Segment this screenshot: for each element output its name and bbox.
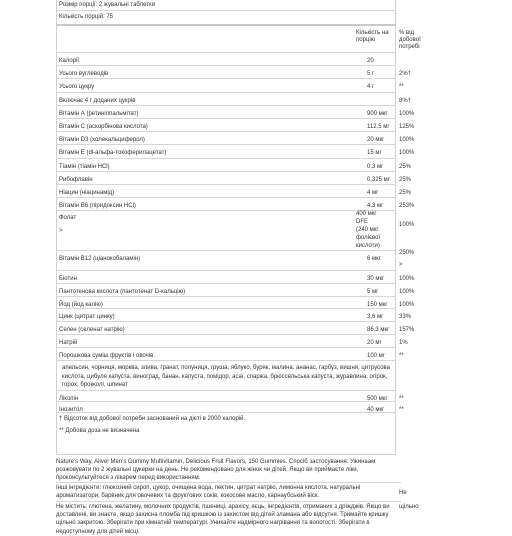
nutrient-dv: 100% [399,276,415,282]
nutrient-amount: 5 мг [367,288,379,295]
divider [56,65,396,66]
divider [56,334,396,335]
folate-amount-line: фолієвої [356,235,381,241]
folate-amount [356,210,380,250]
nutrient-name: Селен (селенат натрію) [59,327,125,334]
nutrient-dv: 2%† [399,71,412,78]
nutrient-name: Рибофлавін [59,176,93,183]
divider [56,401,396,402]
divider [56,78,396,79]
divider [56,197,396,198]
nutrient-dv: 125% [399,124,415,130]
divider [56,171,396,172]
nutrient-dv: 100% [399,288,415,295]
nutrient-amount: 100 мг [367,352,385,359]
folate-sub: > [59,228,63,234]
divider [56,390,396,391]
nutrient-dv: 8%† [399,97,412,104]
nutrient-dv: 253% [399,203,415,210]
divider [56,24,396,26]
nutrient-dv: 100% [399,301,415,308]
nutrient-amount: 4 мг [367,190,379,196]
nutrient-name: Калорії [59,58,80,64]
product-description: Nature's Way, Alive! Men's Gummy Multivitamin, Delicious Fruit Flavors, 150 Gummies. Спосіб застосування: Ужинаам розжовувати по 2 жувальні цукерки на день. Не рекомендовано для жінок чи дітей. Якщо ви приймаєте ліки, проконсультуйтеся з лікарем перед використанням. [56,459,376,482]
nutrient-amount: 20 [367,58,374,64]
nutrient-name: Вітамін В6 (піридоксин HCl) [59,203,136,210]
nutrient-amount: 0,325 мг [367,176,390,183]
divider [56,10,396,11]
nutrient-name: Інозитол [59,407,83,413]
divider [56,92,396,93]
nutrient-name: Цинк (цитрат цинку) [59,314,115,321]
nutrient-amount: 500 мкг [367,396,388,402]
nutrient-name: Натрій [59,340,78,346]
footnote-no-dv: ** Добова доза не визначена [59,428,140,434]
divider [56,52,396,53]
nutrient-amount: 5 г [367,71,375,78]
nutrient-dv: 100% [399,137,415,144]
nutrient-dv: 1% [399,340,408,346]
divider [56,296,396,297]
nutrient-amount: 112,5 мг [367,124,390,130]
nutrient-dv: 33% [399,314,412,321]
nutrient-name: Ніацин (ніацинамід) [59,190,115,196]
divider [56,210,396,211]
nutrient-dv: 25% [399,163,412,170]
divider [56,412,396,413]
folate-amount-line: (240 мкг [356,227,379,233]
nutrient-name: Усього цукру [59,84,95,91]
folate-amount-line: 400 мкг [356,211,377,217]
nutrient-amount: 40 мкг [367,407,385,413]
side-note: Не [399,490,407,496]
b12-dv: 250% [399,250,415,256]
nutrient-amount: 150 мкг [367,301,388,308]
nutrient-dv: ** [399,84,404,91]
divider [56,283,396,284]
nutrient-amount: 900 мкг [367,110,388,117]
nutrient-name: Тіамін (тіамін HCl) [59,163,110,170]
nutrient-amount: 0,3 мг [367,163,384,170]
b12-name: Вітамін В12 (ціанокобаламін) [59,256,141,262]
footnote-daily-value: † Відсоток від добової потреби заснований на дієті в 2000 калорій. [59,416,246,422]
b12-dv-sub: > [399,262,403,268]
folate-amount-line: кислоти) [356,243,380,249]
divider [56,347,396,348]
nutrient-name: Вітамін С (аскорбінова кислота) [59,124,148,130]
side-note: щільно [399,504,419,510]
nutrient-name: Пантотенова кислота (пантотенат D-кальцію) [59,288,186,295]
nutrient-amount: 15 мг [367,150,382,157]
nutrient-name: Вітамін А (ретинілпальмітат) [59,110,139,117]
divider [56,184,396,185]
folate-name: Фолат [59,215,77,221]
servings-count: Кількість порцій: 75 [59,14,114,20]
divider [56,158,396,159]
nutrient-dv: 100% [399,150,415,157]
nutrient-amount: 86,3 мкг [367,327,390,334]
nutrient-name: Вітамін Е (dl-альфа-токоферилацетат) [59,150,167,157]
nutrient-amount: 20 мкг [367,137,385,144]
folate-dv: 100% [399,222,415,228]
nutrient-name: Порошкова суміш фруктів і овочів: [59,352,155,359]
divider [56,321,396,322]
nutrient-dv: 25% [399,176,412,183]
divider [56,144,396,145]
divider [56,270,396,271]
nutrient-dv: ** [399,396,404,402]
supplement-facts-page [56,0,456,535]
free-from-warning: Не містить: глютена, желатину, молочних продуктів, пшениці, арахісу, яєць, інгредієнтів, отриманих з дріжджів. Якщо ви доставлені, ви знаєте, якщо захисна пломба під кришкою із захистом від дітей зламана або відсутня. Тримайте кришку щільно закритою. Зберігати при кімнатній температурі. Уникайте надмірного нагрівання та вологості. Зберігати в недоступному для дітей місці. [56,504,390,535]
divider [56,482,401,483]
nutrient-amount: 3,6 мг [367,314,384,321]
divider [56,105,396,106]
divider [56,308,396,309]
dv-header: % від добової потребі [399,30,421,51]
nutrient-dv: ** [399,352,404,359]
nutrient-dv: 157% [399,327,415,334]
nutrient-amount: 4,3 мг [367,203,384,210]
nutrient-name: Йод (йод калію) [59,301,103,308]
nutrient-name: Вітамін D3 (холекальциферол) [59,137,145,144]
amount-header: Кількість на порцію [356,30,389,44]
divider [56,131,396,132]
divider [56,501,401,502]
nutrient-dv: 100% [399,110,415,117]
nutrient-dv: ** [399,407,404,413]
serving-size: Розмір порції: 2 жувальні таблетки [59,2,155,8]
nutrient-name: Лікопін [59,396,79,402]
nutrient-dv: 25% [399,190,412,196]
b12-amount: 6 мкг [367,256,381,262]
folate-amount-line: DFE [356,219,368,225]
nutrient-amount: 20 мг [367,340,382,346]
fruit-vegetable-list: апельсин, чорниця, морква, злива, гранат, полуниця, груша, яблуко, буряк, малина, ананас, гарбуз, вишня, цитрусова кислота, цибуля капуста, виноград, банан, капуста, помідор, асаї, спаржа, брюссельська капуста, журавлина, огірок, горох, брокколі, шпинат [62,365,390,388]
nutrient-name: Включає 4 г доданих цукрів [59,97,136,104]
nutrient-name: Біотин [59,276,77,282]
nutrient-amount: 30 мкг [367,276,385,282]
nutrient-amount: 4 г [367,84,375,91]
divider [56,250,396,251]
divider [56,118,396,119]
nutrient-name: Усього вуглеводів [59,71,109,78]
other-ingredients: Інші інгредієнти: глюкозний сироп, цукор, очищена вода, пектин, цитрат натрію, лимонна кислота, натуральні ароматизатори, барвник для овочевих та фруктових соків, кокосове масло, карнаубський віск. [56,485,361,500]
divider [56,360,396,361]
